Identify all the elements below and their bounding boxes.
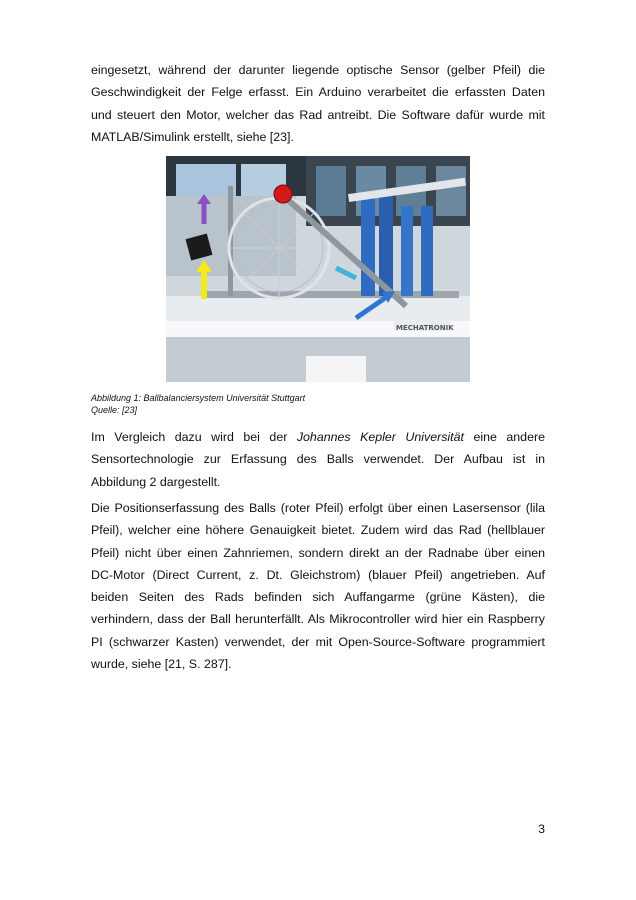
- text-line: beiden Seiten des Rads befinden sich Auffangarme (grüne Kästen), die: [91, 590, 545, 605]
- text-line: Die Positionserfassung des Balls (roter Pfeil) erfolgt über einen Lasersensor (lila: [91, 501, 545, 515]
- text-line: Pfeil) nicht über einen Zahnriemen, sondern direkt an der Radnabe über einen: [91, 545, 545, 560]
- text-line: eingesetzt, während der darunter liegende optische Sensor (gelber Pfeil) die: [91, 63, 545, 77]
- text-fragment: eine andere: [463, 430, 545, 444]
- text-line: [91, 426, 545, 448]
- figure-caption: [91, 392, 305, 416]
- paragraph-2: [91, 426, 545, 493]
- caption-line: Abbildung 1: Ballbalanciersystem Universität Stuttgart: [91, 393, 306, 403]
- text-line: Sensortechnologie zur Erfassung des Balls verwendet. Der Aufbau ist in: [91, 452, 545, 467]
- text-line: Abbildung 2 dargestellt.: [91, 474, 221, 489]
- text-line: Pfeil), welcher eine höhere Genauigkeit bietet. Zudem wird das Rad (hellblauer: [91, 523, 545, 538]
- text-line: DC-Motor (Direct Current, z. Dt. Gleichstrom) (blauer Pfeil) angetrieben. Auf: [91, 567, 545, 582]
- text-line: MATLAB/Simulink erstellt, siehe [23].: [91, 129, 294, 144]
- emphasized-university-name: Johannes Kepler Universität: [296, 430, 464, 444]
- caption-source: Quelle: [23]: [91, 405, 138, 415]
- paragraph-1: [91, 59, 545, 148]
- text-line: Geschwindigkeit der Felge erfasst. Ein Arduino verarbeitet die erfassten Daten: [91, 85, 545, 100]
- red-ball-marker: [274, 185, 292, 203]
- page-number: 3: [538, 822, 545, 836]
- text-fragment: Im Vergleich dazu wird bei der: [91, 430, 297, 444]
- text-line: verhindern, dass der Ball herunterfällt. Als Mikrocontroller wird hier ein Raspberry: [91, 612, 545, 627]
- text-line: PI (schwarzer Kasten) verwendet, der mit Open-Source-Software programmiert: [91, 634, 545, 649]
- paragraph-3: [91, 497, 545, 675]
- figure-label-text: MECHATRONIK: [396, 324, 454, 332]
- text-line: und steuert den Motor, welcher das Rad antreibt. Die Software dafür wurde mit: [91, 107, 545, 122]
- figure-photo-ball-balancing-system: [166, 156, 470, 382]
- text-line: wurde, siehe [21, S. 287].: [91, 657, 232, 672]
